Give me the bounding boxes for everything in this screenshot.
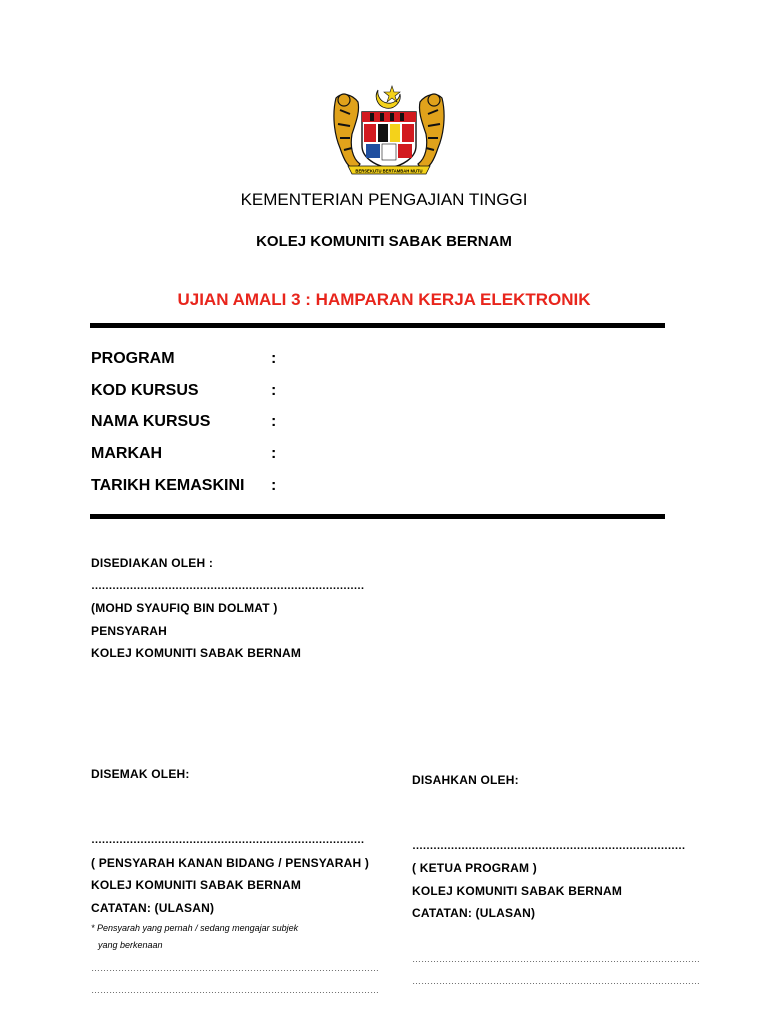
ministry-heading: KEMENTERIAN PENGAJIAN TINGGI (240, 190, 528, 209)
checked-comment-line1: …………………………………………………………………………………… (91, 963, 379, 973)
approved-comment-line2: …………………………………………………………………………………… (412, 976, 700, 986)
prepared-role: PENSYARAH (91, 624, 168, 638)
prepared-name: (MOHD SYAUFIQ BIN DOLMAT ) (91, 601, 278, 615)
crest-motto-text: BERSEKUTU BERTAMBAH MUTU (355, 168, 423, 174)
checked-notes-label: CATATAN: (ULASAN) (91, 901, 215, 915)
checked-by-heading: DISEMAK OLEH: (91, 767, 190, 781)
checked-signature-line: …………………………………………………………………… (91, 834, 364, 846)
approved-by-heading: DISAHKAN OLEH: (412, 773, 519, 787)
approved-comment-line1: …………………………………………………………………………………… (412, 954, 700, 964)
field-label-markah: MARKAH (91, 445, 163, 462)
prepared-institution: KOLEJ KOMUNITI SABAK BERNAM (91, 646, 302, 660)
prepared-by-heading: DISEDIAKAN OLEH : (91, 556, 214, 570)
checked-role: ( PENSYARAH KANAN BIDANG / PENSYARAH ) (91, 856, 370, 870)
top-divider (90, 323, 665, 328)
document-title: UJIAN AMALI 3 : HAMPARAN KERJA ELEKTRONIK (177, 290, 591, 309)
field-colon-nama-kursus: : (271, 413, 277, 430)
field-colon-kod-kursus: : (271, 382, 277, 399)
field-label-tarikh-kemaskini: TARIKH KEMASKINI (91, 477, 245, 494)
field-label-program: PROGRAM (91, 350, 175, 367)
field-label-nama-kursus: NAMA KURSUS (91, 413, 211, 430)
prepared-signature-line: …………………………………………………………………… (91, 580, 364, 592)
approved-notes-label: CATATAN: (ULASAN) (412, 906, 536, 920)
college-heading: KOLEJ KOMUNITI SABAK BERNAM (256, 233, 512, 250)
bottom-divider (90, 514, 665, 519)
checked-comment-line2: …………………………………………………………………………………… (91, 985, 379, 995)
field-colon-program: : (271, 350, 277, 367)
field-label-kod-kursus: KOD KURSUS (91, 382, 199, 399)
approved-signature-line: …………………………………………………………………… (412, 840, 685, 852)
coat-of-arms-logo (330, 84, 448, 176)
checked-institution: KOLEJ KOMUNITI SABAK BERNAM (91, 878, 302, 892)
field-colon-tarikh-kemaskini: : (271, 477, 277, 494)
approved-role: ( KETUA PROGRAM ) (412, 861, 537, 875)
checked-footnote-line2: yang berkenaan (98, 940, 163, 950)
checked-footnote-line1: * Pensyarah yang pernah / sedang mengajar subjek (91, 923, 299, 933)
approved-institution: KOLEJ KOMUNITI SABAK BERNAM (412, 884, 623, 898)
field-colon-markah: : (271, 445, 277, 462)
